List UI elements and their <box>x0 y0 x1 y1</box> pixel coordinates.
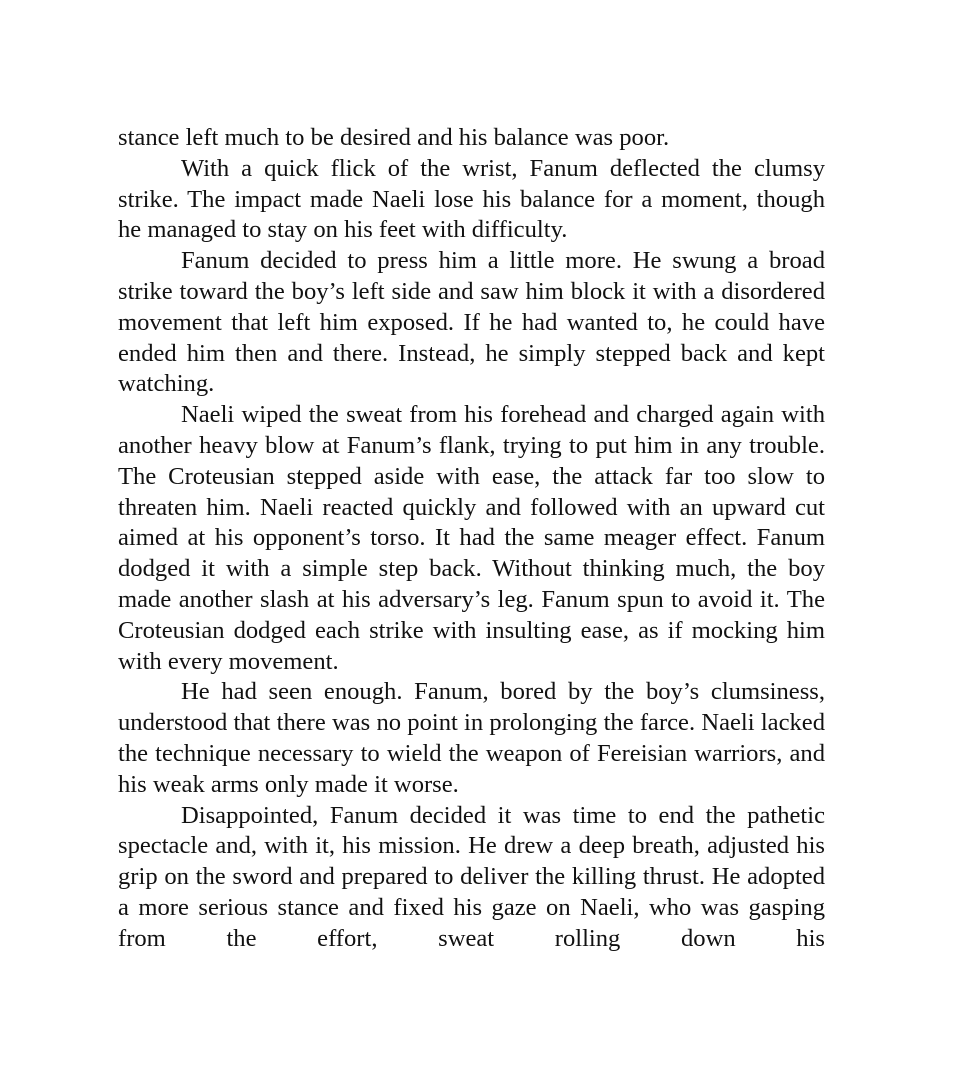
paragraph: Naeli wiped the sweat from his forehead and charged again with another heavy blow at Fanum’s flank, trying to put him in any trouble. The Croteusian stepped aside with ease, the attack far too slow to threaten him. Naeli reacted quickly and followed with an upward cut aimed at his opponent’s torso. It had the same meager effect. Fanum dodged it with a simple step back. Without thinking much, the boy made another slash at his adversary’s leg. Fanum spun to avoid it. The Croteusian dodged each strike with insulting ease, as if mocking him with every movement. <box>118 401 825 675</box>
page-text-block <box>118 123 825 955</box>
paragraph: Fanum decided to press him a little more. He swung a broad strike toward the boy’s left side and saw him block it with a disordered movement that left him exposed. If he had wanted to, he could have ended him then and there. Instead, he simply stepped back and kept watching. <box>118 247 825 398</box>
paragraph: He had seen enough. Fanum, bored by the boy’s clumsiness, understood that there was no point in prolonging the farce. Naeli lacked the technique necessary to wield the weapon of Fereisian warriors, and his weak arms only made it worse. <box>118 678 825 798</box>
paragraph-continuation: stance left much to be desired and his balance was poor. <box>118 124 670 151</box>
paragraph-continued: Disappointed, Fanum decided it was time to end the pathetic spectacle and, with it, his mission. He drew a deep breath, adjusted his grip on the sword and prepared to deliver the killing thrust. He adopted a more serious stance and fixed his gaze on Naeli, who was gasping from the effort, sweat rolling down his <box>118 801 825 952</box>
paragraph: With a quick flick of the wrist, Fanum deflected the clumsy strike. The impact made Naeli lose his balance for a moment, though he managed to stay on his feet with difficulty. <box>118 154 825 244</box>
